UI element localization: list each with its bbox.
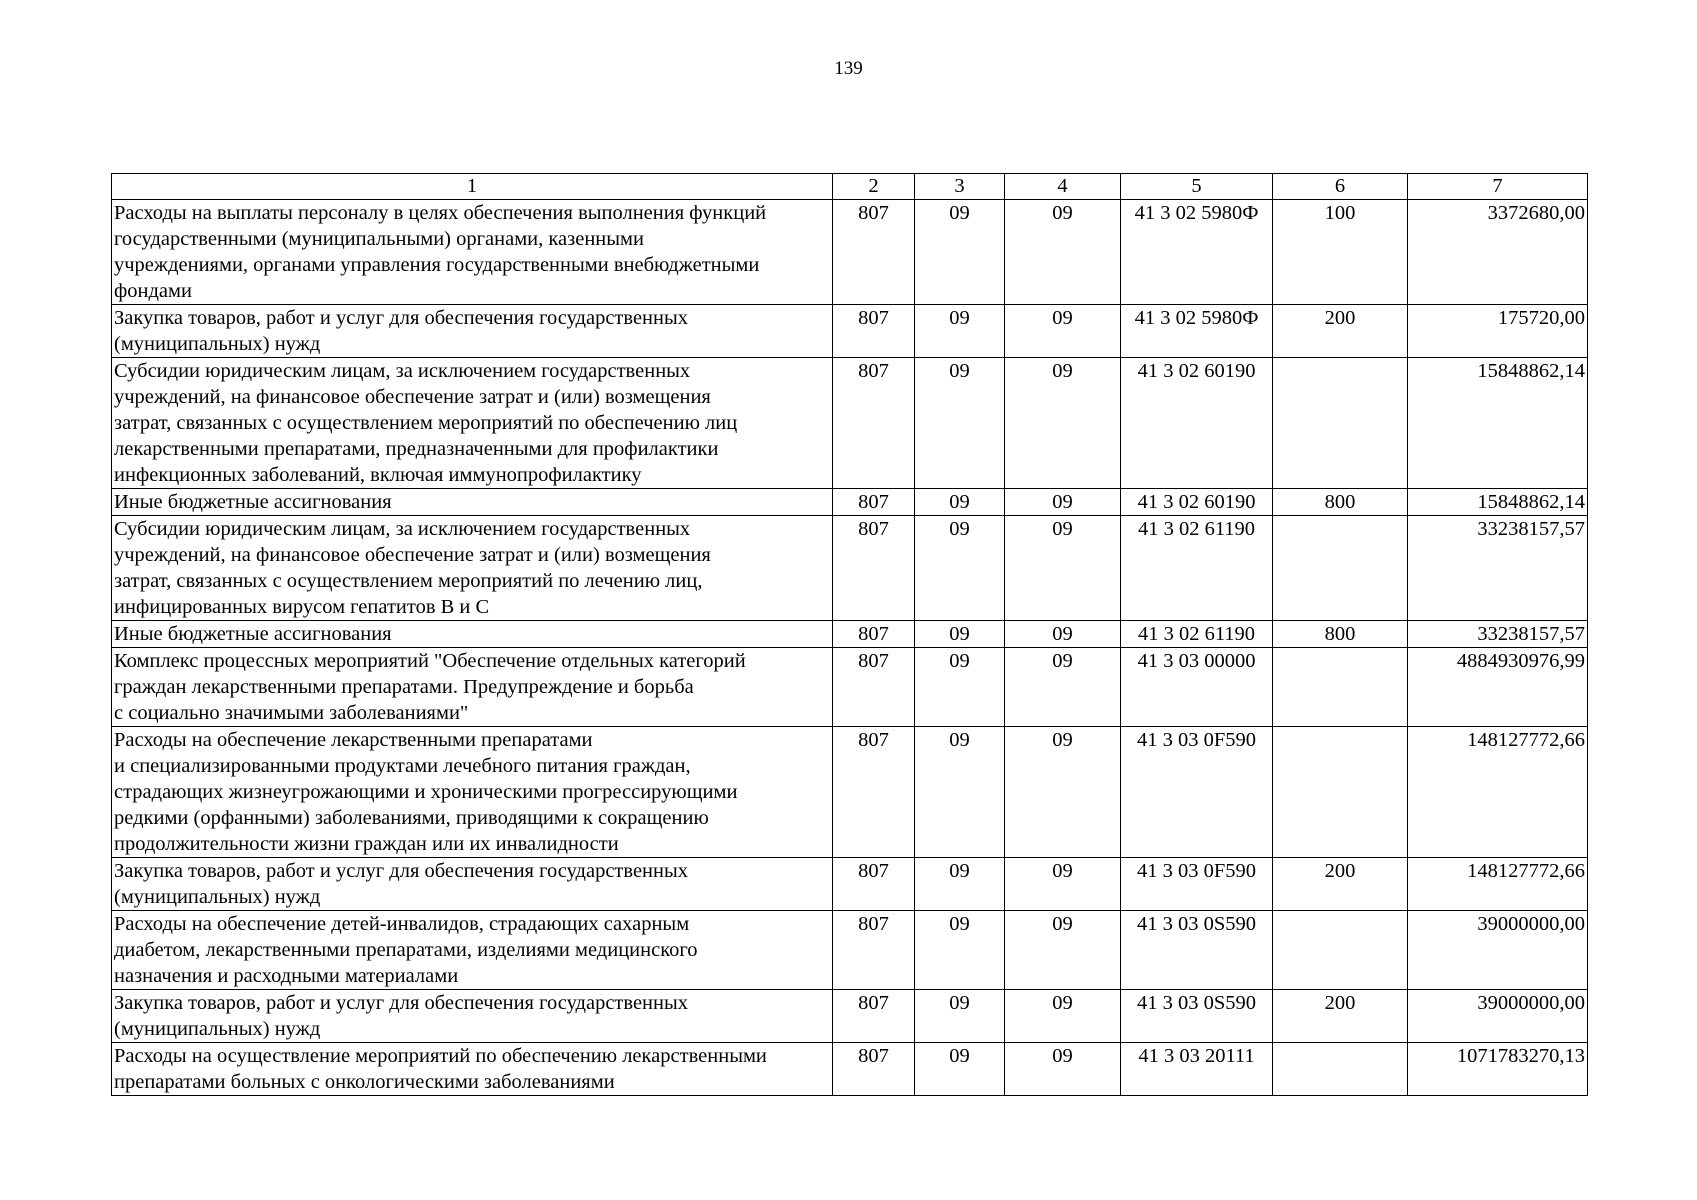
row-description <box>112 621 833 648</box>
cell-code-6: 100 <box>1273 200 1408 305</box>
cell-code-3: 09 <box>915 858 1005 911</box>
description-line: учреждениями, органами управления государственными внебюджетными <box>114 254 760 276</box>
cell-code-4: 09 <box>1005 1043 1121 1096</box>
description-line: (муниципальных) нужд <box>114 886 321 908</box>
description-line: Субсидии юридическим лицам, за исключением государственных <box>114 518 691 540</box>
cell-code-6: 800 <box>1273 489 1408 516</box>
cell-code-5: 41 3 03 20111 <box>1121 1043 1273 1096</box>
cell-code-6 <box>1273 358 1408 489</box>
table-row <box>112 990 1588 1043</box>
description-line: Расходы на обеспечение лекарственными препаратами <box>114 729 593 751</box>
cell-amount: 1071783270,13 <box>1408 1043 1588 1096</box>
cell-code-4: 09 <box>1005 648 1121 727</box>
column-header-5: 5 <box>1121 174 1273 200</box>
cell-code-6 <box>1273 516 1408 621</box>
description-line: продолжительности жизни граждан или их инвалидности <box>114 833 619 855</box>
table-row <box>112 727 1588 858</box>
cell-amount: 15848862,14 <box>1408 358 1588 489</box>
description-line: Субсидии юридическим лицам, за исключением государственных <box>114 360 691 382</box>
cell-code-6 <box>1273 1043 1408 1096</box>
description-line: (муниципальных) нужд <box>114 1018 321 1040</box>
cell-code-5: 41 3 03 0S590 <box>1121 990 1273 1043</box>
description-line: государственными (муниципальными) органами, казенными <box>114 228 644 250</box>
table-row <box>112 358 1588 489</box>
cell-code-6: 200 <box>1273 990 1408 1043</box>
cell-code-4: 09 <box>1005 200 1121 305</box>
row-description <box>112 648 833 727</box>
row-description <box>112 358 833 489</box>
description-line: учреждений, на финансовое обеспечение затрат и (или) возмещения <box>114 386 711 408</box>
row-description <box>112 516 833 621</box>
cell-code-2: 807 <box>833 358 915 489</box>
table-row <box>112 911 1588 990</box>
description-line: Закупка товаров, работ и услуг для обеспечения государственных <box>114 992 689 1014</box>
description-line: и специализированными продуктами лечебного питания граждан, <box>114 755 691 777</box>
description-line: Расходы на осуществление мероприятий по обеспечению лекарственными <box>114 1045 767 1067</box>
description-line: диабетом, лекарственными препаратами, изделиями медицинского <box>114 939 698 961</box>
cell-code-3: 09 <box>915 200 1005 305</box>
cell-code-6 <box>1273 727 1408 858</box>
cell-amount: 4884930976,99 <box>1408 648 1588 727</box>
cell-code-4: 09 <box>1005 305 1121 358</box>
cell-code-3: 09 <box>915 489 1005 516</box>
description-line: Комплекс процессных мероприятий "Обеспечение отдельных категорий <box>114 650 746 672</box>
cell-code-3: 09 <box>915 305 1005 358</box>
row-description <box>112 200 833 305</box>
column-header-7: 7 <box>1408 174 1588 200</box>
cell-code-5: 41 3 03 00000 <box>1121 648 1273 727</box>
cell-code-5: 41 3 02 5980Ф <box>1121 305 1273 358</box>
description-line: Расходы на выплаты персоналу в целях обеспечения выполнения функций <box>114 202 767 224</box>
cell-code-3: 09 <box>915 1043 1005 1096</box>
cell-code-5: 41 3 02 61190 <box>1121 516 1273 621</box>
cell-code-2: 807 <box>833 990 915 1043</box>
cell-amount: 148127772,66 <box>1408 858 1588 911</box>
description-line: фондами <box>114 280 192 302</box>
description-line: лекарственными препаратами, предназначенными для профилактики <box>114 438 719 460</box>
cell-code-2: 807 <box>833 305 915 358</box>
cell-code-4: 09 <box>1005 911 1121 990</box>
cell-amount: 39000000,00 <box>1408 990 1588 1043</box>
row-description <box>112 858 833 911</box>
description-line: Закупка товаров, работ и услуг для обеспечения государственных <box>114 307 689 329</box>
column-header-1: 1 <box>112 174 833 200</box>
cell-amount: 148127772,66 <box>1408 727 1588 858</box>
row-description <box>112 990 833 1043</box>
row-description <box>112 727 833 858</box>
cell-code-3: 09 <box>915 727 1005 858</box>
cell-code-2: 807 <box>833 858 915 911</box>
cell-code-6: 800 <box>1273 621 1408 648</box>
table-row <box>112 858 1588 911</box>
cell-amount: 15848862,14 <box>1408 489 1588 516</box>
cell-code-2: 807 <box>833 648 915 727</box>
column-header-6: 6 <box>1273 174 1408 200</box>
row-description <box>112 305 833 358</box>
cell-code-2: 807 <box>833 621 915 648</box>
description-line: с социально значимыми заболеваниями" <box>114 702 469 724</box>
cell-code-4: 09 <box>1005 516 1121 621</box>
row-description <box>112 489 833 516</box>
description-line: затрат, связанных с осуществлением мероприятий по обеспечению лиц <box>114 412 738 434</box>
cell-code-3: 09 <box>915 516 1005 621</box>
table-row <box>112 516 1588 621</box>
cell-code-3: 09 <box>915 621 1005 648</box>
cell-amount: 175720,00 <box>1408 305 1588 358</box>
cell-code-2: 807 <box>833 516 915 621</box>
description-line: затрат, связанных с осуществлением мероприятий по лечению лиц, <box>114 570 703 592</box>
cell-code-4: 09 <box>1005 858 1121 911</box>
cell-code-5: 41 3 03 0F590 <box>1121 858 1273 911</box>
row-description <box>112 911 833 990</box>
description-line: редкими (орфанными) заболеваниями, приводящими к сокращению <box>114 807 709 829</box>
description-line: Иные бюджетные ассигнования <box>114 623 392 645</box>
cell-code-4: 09 <box>1005 990 1121 1043</box>
budget-table <box>111 173 1588 1096</box>
description-line: Закупка товаров, работ и услуг для обеспечения государственных <box>114 860 689 882</box>
cell-code-4: 09 <box>1005 489 1121 516</box>
description-line: Расходы на обеспечение детей-инвалидов, страдающих сахарным <box>114 913 690 935</box>
column-header-3: 3 <box>915 174 1005 200</box>
cell-code-5: 41 3 02 60190 <box>1121 358 1273 489</box>
cell-code-2: 807 <box>833 1043 915 1096</box>
cell-code-2: 807 <box>833 200 915 305</box>
row-description <box>112 1043 833 1096</box>
cell-code-6 <box>1273 648 1408 727</box>
description-line: (муниципальных) нужд <box>114 333 321 355</box>
cell-amount: 33238157,57 <box>1408 516 1588 621</box>
cell-code-4: 09 <box>1005 727 1121 858</box>
column-header-4: 4 <box>1005 174 1121 200</box>
cell-code-5: 41 3 02 60190 <box>1121 489 1273 516</box>
cell-amount: 33238157,57 <box>1408 621 1588 648</box>
table-row <box>112 489 1588 516</box>
page-number: 139 <box>834 58 863 79</box>
cell-code-4: 09 <box>1005 621 1121 648</box>
table-body <box>112 200 1588 1096</box>
header-row <box>112 174 1588 200</box>
cell-code-3: 09 <box>915 911 1005 990</box>
cell-code-3: 09 <box>915 648 1005 727</box>
cell-code-3: 09 <box>915 358 1005 489</box>
cell-code-5: 41 3 03 0F590 <box>1121 727 1273 858</box>
table-row <box>112 200 1588 305</box>
description-line: страдающих жизнеугрожающими и хроническими прогрессирующими <box>114 781 738 803</box>
cell-code-5: 41 3 03 0S590 <box>1121 911 1273 990</box>
cell-amount: 3372680,00 <box>1408 200 1588 305</box>
description-line: препаратами больных с онкологическими заболеваниями <box>114 1071 615 1093</box>
cell-code-4: 09 <box>1005 358 1121 489</box>
cell-code-6 <box>1273 911 1408 990</box>
cell-code-5: 41 3 02 5980Ф <box>1121 200 1273 305</box>
table-row <box>112 305 1588 358</box>
cell-code-3: 09 <box>915 990 1005 1043</box>
column-header-2: 2 <box>833 174 915 200</box>
table-row <box>112 1043 1588 1096</box>
description-line: инфицированных вирусом гепатитов B и C <box>114 596 490 618</box>
cell-amount: 39000000,00 <box>1408 911 1588 990</box>
cell-code-5: 41 3 02 61190 <box>1121 621 1273 648</box>
description-line: Иные бюджетные ассигнования <box>114 491 392 513</box>
description-line: назначения и расходными материалами <box>114 965 459 987</box>
description-line: учреждений, на финансовое обеспечение затрат и (или) возмещения <box>114 544 711 566</box>
cell-code-6: 200 <box>1273 305 1408 358</box>
cell-code-2: 807 <box>833 727 915 858</box>
description-line: инфекционных заболеваний, включая иммунопрофилактику <box>114 464 642 486</box>
description-line: граждан лекарственными препаратами. Предупреждение и борьба <box>114 676 694 698</box>
cell-code-6: 200 <box>1273 858 1408 911</box>
cell-code-2: 807 <box>833 489 915 516</box>
cell-code-2: 807 <box>833 911 915 990</box>
table-row <box>112 621 1588 648</box>
table-row <box>112 648 1588 727</box>
